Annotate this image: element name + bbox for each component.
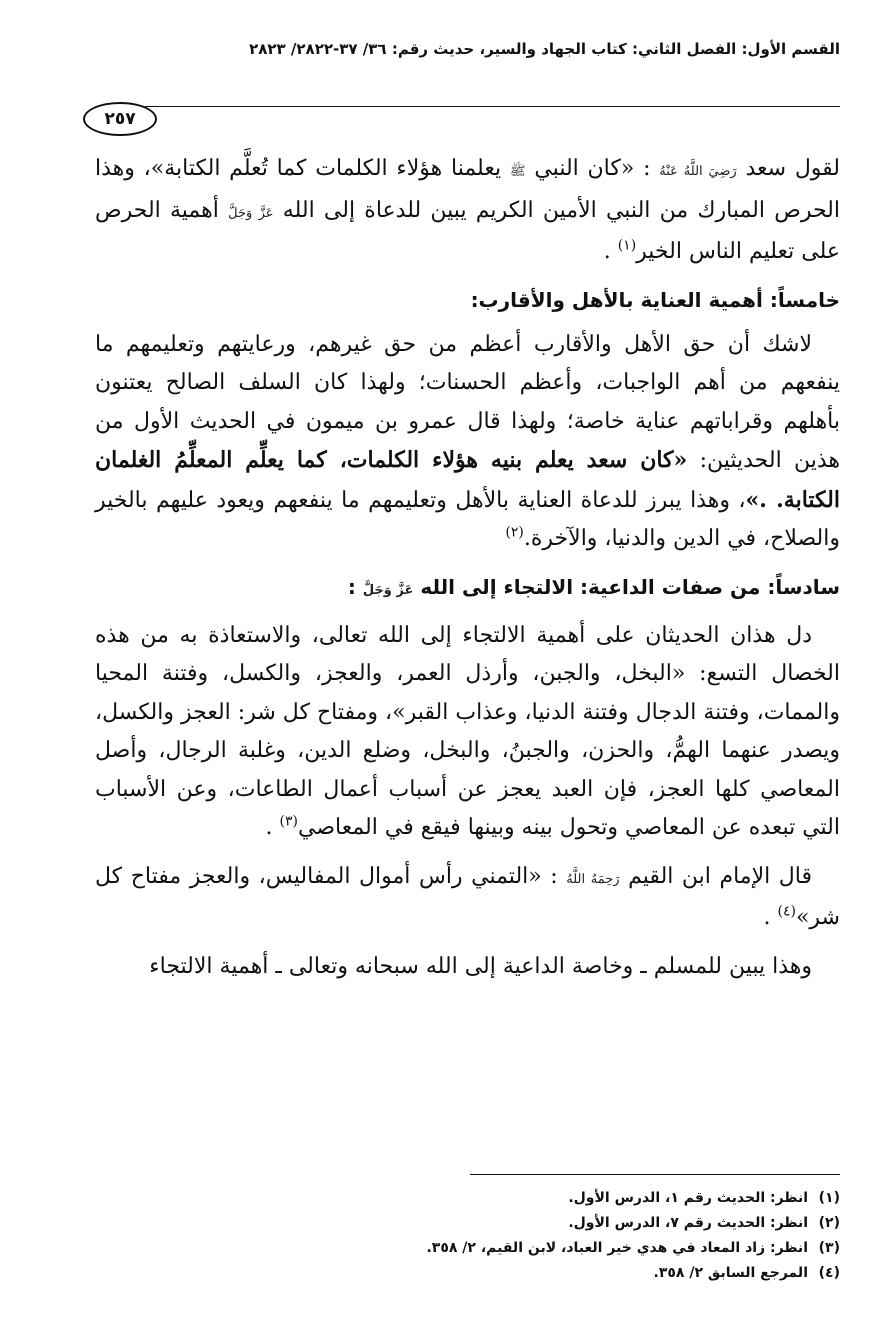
page-number: ٢٥٧ xyxy=(83,102,157,136)
footnote-ref-3: (٣) xyxy=(279,813,298,830)
paragraph-4: قال الإمام ابن القيم رَحِمَهُ اللَّهُ : «التمني رأس أموال المفاليس، والعجز مفتاح كل شر»$^{(٤)}$ . xyxy=(95,863,840,930)
footnote-1: (١)انظر: الحديث رقم ١، الدرس الأول. xyxy=(568,1190,840,1206)
paragraph-1: لقول سعد رَضِيَ اللَّهُ عَنْهُ : «كان النبي ﷺ يعلمنا هؤلاء الكلمات كما تُعلَّم الكتابة»، وهذا الحرص المبارك من النبي الأمين الكريم يبين للدعاة إلى الله عَزَّ وَجَلَّ أهمية الحرص على تعليم الناس الخير$^{(١)}$ . xyxy=(95,156,841,264)
honorific-rahimahullah: رَحِمَهُ اللَّهُ xyxy=(566,871,620,887)
paragraph-3: دل هذان الحديثان على أهمية الالتجاء إلى الله تعالى، والاستعاذة به من هذه الخصال التسع: «البخل، والجبن، وأرذل العمر، والعجز، والكسل، وفتنة المحيا والممات، وفتنة الدجال وفتنة الدنيا، وعذاب القبر»، ومفتاح كل شر: العجز والكسل، ويصدر عنهما الهمُّ، والحزن، والجبنُ، والبخل، وضلع الدين، وغلبة الرجال، وأصل المعاصي كلها العجز، فإن العبد يعجز عن أسباب أعمال الطاعات، وعن الأسباب التي تبعده عن المعاصي وتحول بينه وبينها فيقع في المعاصي$^{(٣)}$ . xyxy=(95,622,840,840)
honorific-salla: ﷺ xyxy=(509,164,526,179)
section-heading-6: سادساً: من صفات الداعية: الالتجاء إلى الله عَزَّ وَجَلَّ : xyxy=(347,574,840,599)
footnotes xyxy=(95,1186,840,1286)
section-heading-5: خامساً: أهمية العناية بالأهل والأقارب: xyxy=(470,287,840,312)
footnote-2: (٢)انظر: الحديث رقم ٧، الدرس الأول. xyxy=(568,1215,840,1231)
footnote-ref-2: (٢) xyxy=(505,524,524,541)
paragraph-5: وهذا يبين للمسلم ـ وخاصة الداعية إلى الله سبحانه وتعالى ـ أهمية الالتجاء xyxy=(149,953,812,979)
honorific-azza-heading: عَزَّ وَجَلَّ xyxy=(362,582,414,598)
footnote-rule xyxy=(470,1174,840,1175)
footnote-ref-1: (١) xyxy=(617,237,637,254)
book-page xyxy=(95,38,841,1281)
header-rule xyxy=(145,106,840,107)
running-header: القسم الأول: الفصل الثاني: كتاب الجهاد والسير، حديث رقم: ٣٦/ ٣٧-٢٨٢٢/ ٢٨٢٣ xyxy=(249,40,840,58)
honorific-radiallahu: رَضِيَ اللَّهُ عَنْهُ xyxy=(659,164,737,179)
body-text xyxy=(95,150,840,986)
quote-amr: «كان سعد يعلم بنيه هؤلاء الكلمات، كما يعلِّم المعلِّمُ الغلمان الكتابة. .» xyxy=(95,447,840,513)
paragraph-2: لاشك أن حق الأهل والأقارب أعظم من حق غيرهم، ورعايتهم وتعليمهم ما ينفعهم من أهم الواجبات، وأعظم الحسنات؛ ولهذا كان السلف الصالح يعتنون بأهلهم وقراباتهم عناية خاصة؛ ولهذا قال عمرو بن ميمون في الحديث الأول من هذين الحديثين: «كان سعد يعلم بنيه هؤلاء الكلمات، كما يعلِّم المعلِّمُ الغلمان الكتابة. .»، وهذا يبرز للدعاة العناية بالأهل وتعليمهم ما ينفعهم ويعود عليهم بالخير والصلاح، في الدين والدنيا، والآخرة.$^{(٢)}$ xyxy=(95,331,840,551)
footnote-3: (٣)انظر: زاد المعاد في هدي خير العباد، لابن القيم، ٢/ ٣٥٨. xyxy=(426,1240,840,1256)
honorific-azza: عَزَّ وَجَلَّ xyxy=(228,205,274,221)
footnote-4: (٤)المرجع السابق ٢/ ٣٥٨. xyxy=(653,1265,840,1281)
footnote-ref-4: (٤) xyxy=(777,903,796,920)
